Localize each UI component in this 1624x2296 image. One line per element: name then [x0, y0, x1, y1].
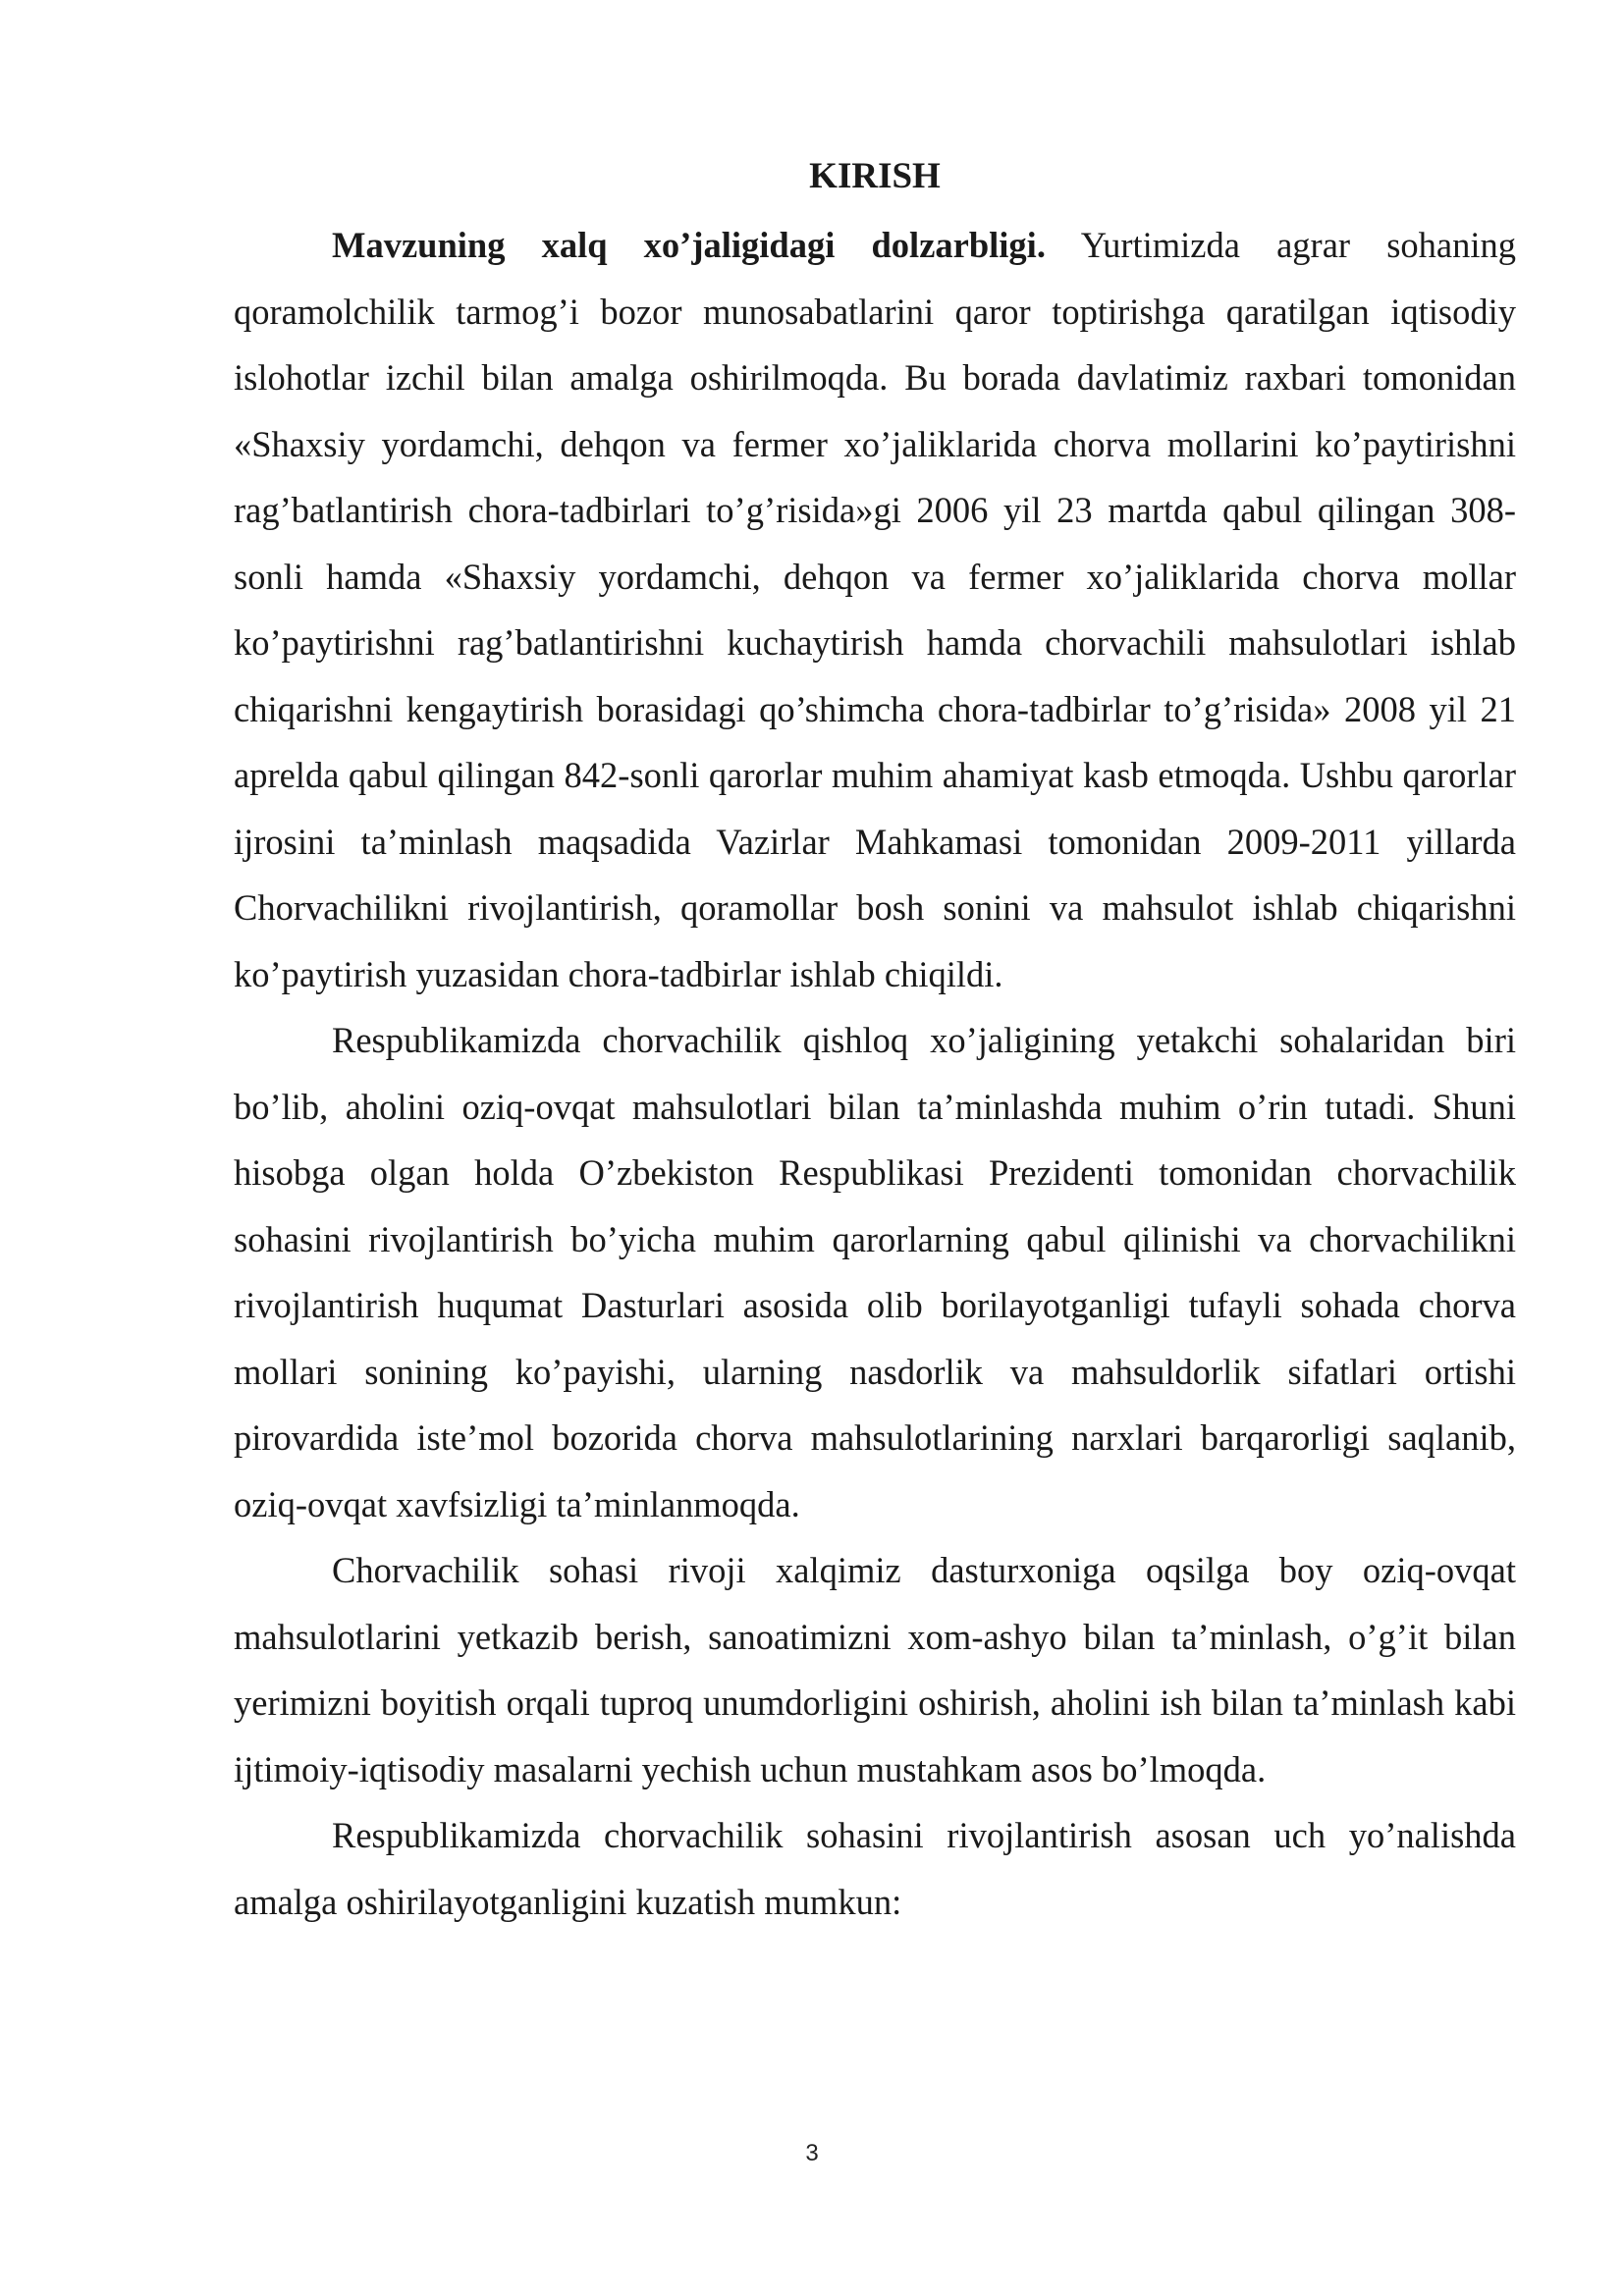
paragraph-1-lead: Mavzuning xalq xo’jaligidagi dolzarbligi.: [332, 225, 1046, 265]
page-number: 3: [805, 2140, 819, 2166]
paragraph-3: Chorvachilik sohasi rivoji xalqimiz dasturxoniga oqsilga boy oziq-ovqat mahsulotlarini yetkazib berish, sanoatimizni xom-ashyo bilan ta’minlash, o’g’it bilan yerimizni boyitish orqali tuproq unumdorligini oshirish, aholini ish bilan ta’minlash kabi ijtimoiy-iqtisodiy masalarni yechish uchun mustahkam asos bo’lmoqda.: [234, 1550, 1516, 1789]
paragraph-1-text: Yurtimizda agrar sohaning qoramolchilik tarmog’i bozor munosabatlarini qaror toptirishga qaratilgan iqtisodiy islohotlar izchil bilan amalga oshirilmoqda. Bu borada davlatimiz raxbari tomonidan «Shaxsiy yordamchi, dehqon va fermer xo’jaliklarida chorva mollarini ko’paytirishni rag’batlantirish chora-tadbirlari to’g’risida»gi 2006 yil 23 martda qabul qilingan 308-sonli hamda «Shaxsiy yordamchi, dehqon va fermer xo’jaliklarida chorva mollar ko’paytirishni rag’batlantirishni kuchaytirish hamda chorvachili mahsulotlari ishlab chiqarishni kengaytirish borasidagi qo’shimcha chora-tadbirlar to’g’risida» 2008 yil 21 aprelda qabul qilingan 842-sonli qarorlar muhim ahamiyat kasb etmoqda. Ushbu qarorlar ijrosini ta’minlash maqsadida Vazirlar Mahkamasi tomonidan 2009-2011 yillarda Chorvachilikni rivojlantirish, qoramollar bosh sonini va mahsulot ishlab chiqarishni ko’paytirish yuzasidan chora-tadbirlar ishlab chiqildi.: [234, 225, 1516, 994]
paragraph-4: Respublikamizda chorvachilik sohasini rivojlantirish asosan uch yo’nalishda amalga oshirilayotganligini kuzatish mumkun:: [234, 1815, 1516, 1922]
section-heading: KIRISH: [809, 156, 941, 196]
document-page: [234, 147, 1516, 1935]
paragraph-1: [234, 212, 1516, 1007]
paragraph-2: Respublikamizda chorvachilik qishloq xo’jaligining yetakchi sohalaridan biri bo’lib, aholini oziq-ovqat mahsulotlari bilan ta’minlashda muhim o’rin tutadi. Shuni hisobga olgan holda O’zbekiston Respublikasi Prezidenti tomonidan chorvachilik sohasini rivojlantirish bo’yicha muhim qarorlarning qabul qilinishi va chorvachilikni rivojlantirish huqumat Dasturlari asosida olib borilayotganligi tufayli sohada chorva mollari sonining ko’payishi, ularning nasdorlik va mahsuldorlik sifatlari ortishi pirovardida iste’mol bozorida chorva mahsulotlarining narxlari barqarorligi saqlanib, oziq-ovqat xavfsizligi ta’minlanmoqda.: [234, 1020, 1516, 1524]
